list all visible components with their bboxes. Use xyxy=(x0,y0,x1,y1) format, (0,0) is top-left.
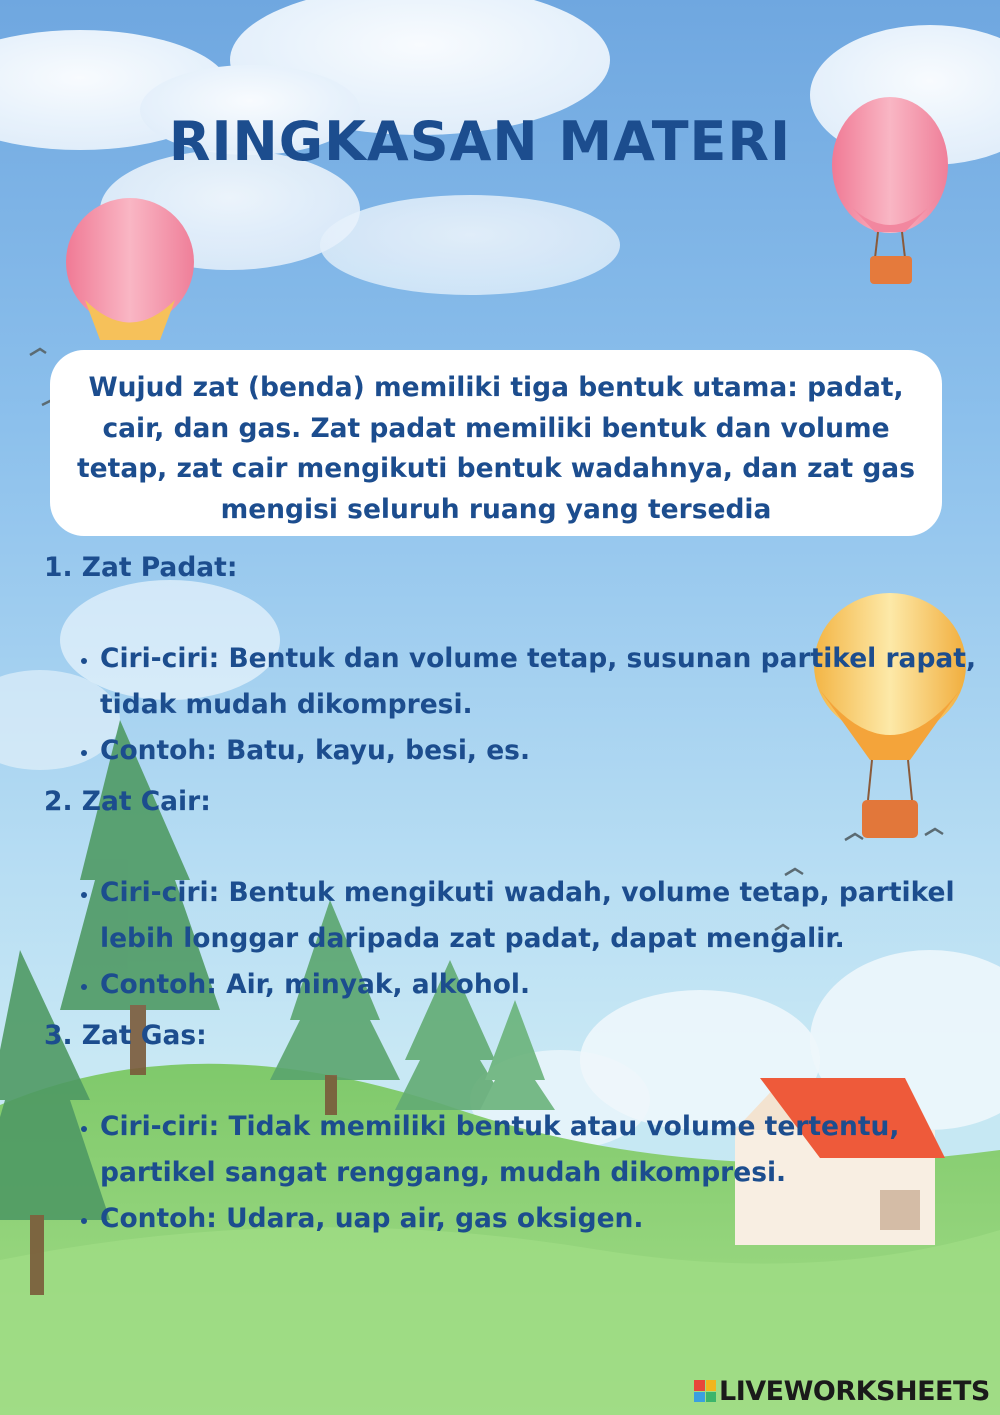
brand-watermark xyxy=(694,1375,990,1407)
list-item: • Ciri-ciri: Tidak memiliki bentuk atau volume tertentu, partikel sangat renggang, mudah dikompresi. xyxy=(100,1104,1000,1196)
section-list xyxy=(44,1104,1000,1242)
balloon-pink-left xyxy=(66,198,194,340)
section-padat xyxy=(44,548,1000,774)
section-cair xyxy=(44,782,1000,1008)
sections xyxy=(44,548,1000,1250)
brand-name: LIVEWORKSHEETS xyxy=(719,1375,990,1407)
page-title: RINGKASAN MATERI xyxy=(168,110,792,173)
liveworksheets-logo-icon xyxy=(694,1380,716,1402)
section-list xyxy=(44,636,1000,774)
section-heading: 3. Zat Gas: xyxy=(44,1020,207,1051)
list-item: • Contoh: Batu, kayu, besi, es. xyxy=(100,728,1000,774)
list-item: • Ciri-ciri: Bentuk mengikuti wadah, volume tetap, partikel lebih longgar daripada zat padat, dapat mengalir. xyxy=(100,870,1000,962)
section-heading: 1. Zat Padat: xyxy=(44,552,238,583)
section-gas xyxy=(44,1016,1000,1242)
list-item: • Contoh: Udara, uap air, gas oksigen. xyxy=(100,1196,1000,1242)
intro-box: Wujud zat (benda) memiliki tiga bentuk utama: padat, cair, dan gas. Zat padat memiliki bentuk dan volume tetap, zat cair mengikuti bentuk wadahnya, dan zat gas mengisi seluruh ruang yang tersedia xyxy=(50,350,942,536)
list-item: • Ciri-ciri: Bentuk dan volume tetap, susunan partikel rapat, tidak mudah dikompresi. xyxy=(100,636,1000,728)
section-heading: 2. Zat Cair: xyxy=(44,786,211,817)
section-list xyxy=(44,870,1000,1008)
list-item: • Contoh: Air, minyak, alkohol. xyxy=(100,962,1000,1008)
